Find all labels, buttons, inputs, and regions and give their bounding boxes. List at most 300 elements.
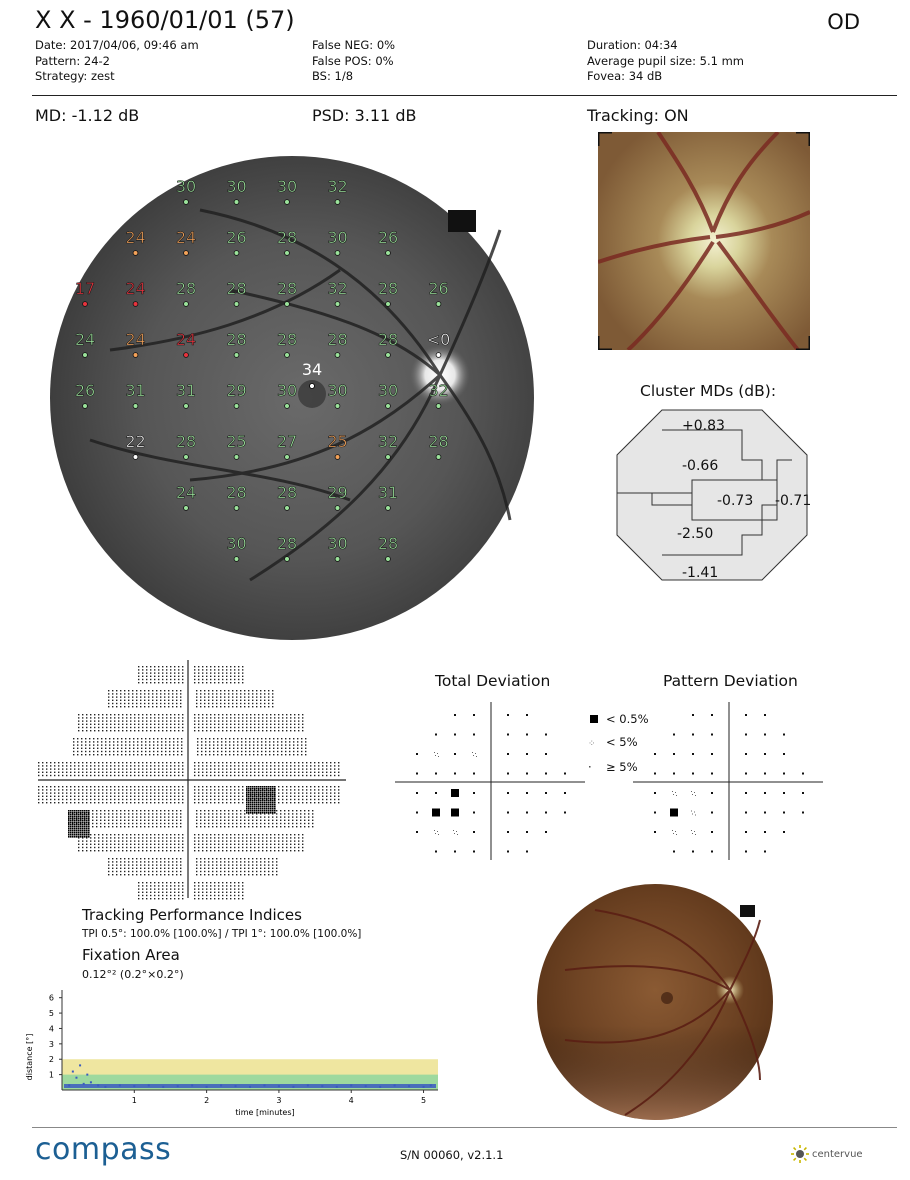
gray-dot	[198, 789, 199, 790]
gray-dot	[142, 768, 143, 769]
sensitivity-marker	[335, 404, 340, 409]
gray-dot	[150, 676, 151, 677]
sensitivity-value: 32	[327, 279, 348, 298]
sensitivity-value: 28	[428, 432, 449, 451]
gray-dot-dense	[258, 792, 260, 794]
gray-dot	[197, 738, 198, 739]
gray-dot	[204, 871, 205, 872]
gray-dot	[144, 864, 145, 865]
gray-dot	[126, 775, 127, 776]
gray-dot-dense	[248, 806, 250, 808]
gray-dot	[272, 823, 273, 824]
gray-dot	[294, 724, 295, 725]
gray-dot-dense	[254, 802, 256, 804]
gray-dot	[182, 892, 183, 893]
gray-dot	[218, 679, 219, 680]
fixation-point	[206, 1086, 208, 1088]
gray-dot	[278, 802, 279, 803]
gray-dot	[136, 858, 137, 859]
gray-dot	[124, 810, 125, 811]
gray-dot	[121, 744, 122, 745]
fixation-sample-band	[315, 1084, 317, 1088]
gray-dot	[174, 679, 175, 680]
gray-dot	[150, 898, 151, 899]
gray-dot	[134, 730, 135, 731]
fixation-point	[177, 1085, 179, 1087]
gray-dot	[218, 802, 219, 803]
gray-dot	[249, 744, 250, 745]
gray-dot	[105, 744, 106, 745]
deviation-normal-mark	[692, 851, 694, 853]
gray-dot	[262, 714, 263, 715]
gray-dot	[297, 751, 298, 752]
gray-dot	[249, 748, 250, 749]
gray-dot	[266, 847, 267, 848]
gray-dot	[226, 895, 227, 896]
gray-dot	[182, 775, 183, 776]
gray-dot-dense	[84, 816, 86, 818]
gray-dot	[240, 871, 241, 872]
gray-dot	[150, 720, 151, 721]
gray-dot	[269, 748, 270, 749]
fixation-sample-band	[123, 1084, 125, 1088]
gray-dot	[217, 748, 218, 749]
gray-dot	[178, 892, 179, 893]
gray-dot	[257, 754, 258, 755]
gray-dot	[110, 765, 111, 766]
deviation-normal-mark	[526, 773, 528, 775]
gray-dot-dense	[80, 828, 82, 830]
gray-dot	[164, 693, 165, 694]
gray-dot	[270, 844, 271, 845]
gray-dot	[238, 786, 239, 787]
gray-dot	[204, 690, 205, 691]
gray-dot	[274, 714, 275, 715]
gray-dot	[246, 850, 247, 851]
fixation-x-tick-label: 5	[420, 1096, 427, 1105]
gray-dot	[172, 693, 173, 694]
gray-dot	[240, 690, 241, 691]
gray-dot	[92, 816, 93, 817]
gray-dot	[202, 844, 203, 845]
gray-dot	[146, 847, 147, 848]
gray-dot	[142, 682, 143, 683]
gray-dot-dense	[80, 812, 82, 814]
gray-dot	[202, 772, 203, 773]
optic-disc-photo-fill	[598, 132, 810, 350]
gray-dot	[144, 700, 145, 701]
gray-dot-dense	[82, 832, 84, 834]
gray-dot	[230, 837, 231, 838]
gray-dot	[260, 820, 261, 821]
sensitivity-marker	[436, 302, 441, 307]
fixation-sample-band	[343, 1084, 345, 1088]
gray-dot	[178, 682, 179, 683]
gray-dot	[201, 741, 202, 742]
gray-dot	[141, 738, 142, 739]
gray-dot	[202, 892, 203, 893]
gray-dot	[94, 717, 95, 718]
gray-dot	[126, 840, 127, 841]
gray-dot	[90, 796, 91, 797]
legend-severe: < 0.5%	[588, 708, 649, 731]
gray-dot	[182, 840, 183, 841]
sensitivity-value: <0	[426, 330, 451, 349]
gray-dot	[252, 823, 253, 824]
sensitivity-marker	[335, 455, 340, 460]
gray-dot	[178, 792, 179, 793]
gray-dot	[166, 714, 167, 715]
gray-dot	[90, 762, 91, 763]
sensitivity-marker	[184, 353, 189, 358]
gray-dot	[262, 775, 263, 776]
gray-dot-dense	[254, 786, 256, 788]
gray-dot	[242, 727, 243, 728]
sensitivity-marker	[83, 353, 88, 358]
fixation-sample-band	[280, 1084, 282, 1088]
gray-dot	[116, 820, 117, 821]
gray-dot	[113, 751, 114, 752]
gray-dot-dense	[80, 822, 82, 824]
gray-dot	[172, 826, 173, 827]
gray-dot	[58, 802, 59, 803]
gray-dot	[194, 850, 195, 851]
gray-dot	[198, 840, 199, 841]
gray-dot	[232, 700, 233, 701]
gray-dot	[89, 738, 90, 739]
gray-dot	[222, 885, 223, 886]
gray-dot	[120, 693, 121, 694]
gray-dot	[182, 730, 183, 731]
gray-dot	[302, 727, 303, 728]
gray-dot-dense	[268, 808, 270, 810]
gray-dot-dense	[252, 806, 254, 808]
gray-dot	[206, 840, 207, 841]
gray-dot	[338, 772, 339, 773]
gray-dot	[118, 840, 119, 841]
gray-dot	[154, 772, 155, 773]
deviation-normal-mark	[745, 773, 747, 775]
fixation-sample-band	[175, 1084, 177, 1088]
deviation-normal-mark	[564, 812, 566, 814]
gray-dot	[222, 834, 223, 835]
gray-dot	[232, 864, 233, 865]
gray-dot	[288, 813, 289, 814]
gray-dot	[276, 816, 277, 817]
fixation-sample-band	[310, 1084, 312, 1088]
gray-dot	[153, 751, 154, 752]
gray-dot	[164, 874, 165, 875]
gray-dot	[330, 802, 331, 803]
gray-dot	[240, 813, 241, 814]
gray-dot	[116, 700, 117, 701]
sensitivity-value: 24	[175, 483, 197, 502]
gray-dot	[250, 768, 251, 769]
gray-dot	[154, 762, 155, 763]
gray-dot	[286, 772, 287, 773]
gray-dot	[126, 850, 127, 851]
gray-dot-dense	[84, 810, 86, 812]
gray-dot	[82, 792, 83, 793]
gray-dot	[162, 679, 163, 680]
gray-dot	[50, 796, 51, 797]
gray-dot	[172, 700, 173, 701]
gray-dot	[110, 850, 111, 851]
gray-dot	[282, 727, 283, 728]
gray-dot	[174, 888, 175, 889]
gray-dot	[293, 744, 294, 745]
gray-dot	[226, 717, 227, 718]
gray-dot	[180, 861, 181, 862]
gray-dot	[152, 810, 153, 811]
gray-dot	[86, 786, 87, 787]
gray-dot	[178, 882, 179, 883]
gray-dot-dense	[256, 800, 258, 802]
gray-dot	[322, 799, 323, 800]
gray-dot	[130, 789, 131, 790]
gray-dot	[224, 690, 225, 691]
gray-dot	[170, 727, 171, 728]
gray-dot	[78, 850, 79, 851]
gray-dot	[297, 754, 298, 755]
gray-dot	[266, 727, 267, 728]
gray-dot	[234, 844, 235, 845]
gray-dot	[222, 786, 223, 787]
gray-dot	[292, 823, 293, 824]
gray-dot	[278, 837, 279, 838]
gray-dot	[137, 738, 138, 739]
gray-dot	[98, 834, 99, 835]
gray-dot	[212, 696, 213, 697]
gray-dot	[98, 796, 99, 797]
gray-dot	[318, 796, 319, 797]
gray-dot	[198, 882, 199, 883]
gray-dot-dense	[258, 796, 260, 798]
gray-dot	[134, 850, 135, 851]
gray-dot	[122, 768, 123, 769]
gray-dot-dense	[72, 822, 74, 824]
gray-dot	[170, 669, 171, 670]
gray-dot	[204, 810, 205, 811]
gray-dot	[46, 796, 47, 797]
gray-dot	[128, 693, 129, 694]
deviation-normal-mark	[764, 714, 766, 716]
gray-dot-dense	[264, 790, 266, 792]
gray-dot	[58, 792, 59, 793]
gray-dot	[150, 666, 151, 667]
fixation-sample-band	[435, 1084, 437, 1088]
gray-dot	[237, 751, 238, 752]
gray-dot	[196, 820, 197, 821]
gray-dot	[198, 727, 199, 728]
psd-value: PSD: 3.11 dB	[312, 106, 417, 125]
meta-false-pos: False POS: 0%	[312, 53, 394, 68]
gray-dot	[66, 799, 67, 800]
gray-dot-dense	[256, 806, 258, 808]
gray-dot-dense	[250, 800, 252, 802]
gray-dot	[114, 768, 115, 769]
sensitivity-value: 28	[276, 534, 298, 553]
gray-dot	[90, 775, 91, 776]
gray-dot-dense	[76, 814, 78, 816]
gray-dot	[238, 775, 239, 776]
gray-dot	[66, 775, 67, 776]
gray-dot	[222, 847, 223, 848]
gray-dot	[202, 850, 203, 851]
gray-dot	[226, 837, 227, 838]
gray-dot-dense	[266, 790, 268, 792]
gray-dot	[218, 837, 219, 838]
gray-dot	[169, 751, 170, 752]
gray-dot-dense	[88, 814, 90, 816]
gray-dot	[162, 796, 163, 797]
gray-dot	[248, 868, 249, 869]
sensitivity-value: 28	[175, 279, 197, 298]
gray-dot	[138, 847, 139, 848]
gray-dot	[170, 775, 171, 776]
gray-dot	[158, 840, 159, 841]
gray-dot-dense	[250, 786, 252, 788]
gray-dot	[236, 816, 237, 817]
gray-dot	[146, 837, 147, 838]
gray-dot	[100, 813, 101, 814]
deviation-normal-mark	[507, 812, 509, 814]
gray-dot	[158, 768, 159, 769]
gray-dot	[194, 730, 195, 731]
gray-dot	[132, 874, 133, 875]
gray-dot	[272, 690, 273, 691]
fixation-sample-band	[400, 1084, 402, 1088]
sensitivity-value: 24	[125, 330, 146, 349]
gray-dot	[252, 874, 253, 875]
meta-col-3	[587, 38, 744, 85]
gray-dot	[232, 868, 233, 869]
fixation-sample-band	[324, 1084, 326, 1088]
gray-dot	[276, 823, 277, 824]
gray-dot-dense	[268, 804, 270, 806]
gray-dot	[118, 720, 119, 721]
gray-dot	[242, 676, 243, 677]
gray-dot	[142, 802, 143, 803]
gray-dot	[310, 768, 311, 769]
gray-dot	[108, 810, 109, 811]
gray-dot	[140, 700, 141, 701]
gray-dot	[224, 858, 225, 859]
gray-dot	[81, 754, 82, 755]
gray-dot	[112, 861, 113, 862]
gray-dot	[225, 754, 226, 755]
gray-dot	[112, 696, 113, 697]
gray-dot	[248, 816, 249, 817]
gray-dot	[202, 882, 203, 883]
gray-dot	[102, 847, 103, 848]
gray-dot	[254, 837, 255, 838]
gray-dot	[154, 892, 155, 893]
deviation-mild-mark	[672, 791, 673, 792]
gray-dot	[242, 837, 243, 838]
fixation-sample-band	[357, 1084, 359, 1088]
sensitivity-value: 22	[125, 432, 146, 451]
gray-dot	[217, 738, 218, 739]
cluster-diagram	[612, 405, 812, 585]
gray-dot	[162, 847, 163, 848]
gray-dot	[194, 892, 195, 893]
gray-dot	[218, 669, 219, 670]
gray-dot	[170, 682, 171, 683]
gray-dot	[70, 775, 71, 776]
gray-dot-dense	[270, 800, 272, 802]
deviation-normal-mark	[454, 734, 456, 736]
gray-dot	[158, 765, 159, 766]
sensitivity-marker	[184, 200, 189, 205]
gray-dot-dense	[82, 812, 84, 814]
gray-dot	[126, 786, 127, 787]
gray-dot	[122, 789, 123, 790]
gray-dot	[264, 871, 265, 872]
gray-dot	[216, 706, 217, 707]
gray-dot	[212, 813, 213, 814]
gray-dot	[128, 816, 129, 817]
gray-dot-dense	[262, 802, 264, 804]
gray-dot	[141, 751, 142, 752]
gray-dot	[204, 861, 205, 862]
gray-dot	[145, 751, 146, 752]
meta-fovea: Fovea: 34 dB	[587, 69, 663, 83]
gray-dot	[138, 786, 139, 787]
fixation-sample-band	[304, 1084, 306, 1088]
gray-dot	[196, 858, 197, 859]
gray-dot	[216, 703, 217, 704]
gray-dot	[214, 666, 215, 667]
gray-dot	[181, 754, 182, 755]
deviation-normal-mark	[507, 851, 509, 853]
gray-dot	[198, 714, 199, 715]
gray-dot	[230, 786, 231, 787]
gray-dot-dense	[82, 834, 84, 836]
gray-dot	[180, 690, 181, 691]
deviation-mild-mark	[473, 755, 474, 756]
gray-dot	[256, 823, 257, 824]
gray-dot	[202, 840, 203, 841]
gray-dot	[194, 772, 195, 773]
gray-dot	[162, 799, 163, 800]
gray-dot	[173, 754, 174, 755]
gray-dot	[174, 724, 175, 725]
gray-dot-dense	[84, 832, 86, 834]
gray-dot	[254, 768, 255, 769]
gray-dot	[152, 813, 153, 814]
gray-dot	[180, 703, 181, 704]
gray-dot	[290, 730, 291, 731]
gray-dot	[126, 762, 127, 763]
gray-dot	[230, 885, 231, 886]
gray-dot	[118, 772, 119, 773]
gray-dot	[146, 676, 147, 677]
gray-dot-dense	[68, 832, 70, 834]
gray-dot	[226, 669, 227, 670]
sensitivity-marker	[133, 404, 138, 409]
gray-dot	[46, 768, 47, 769]
gray-dot	[150, 775, 151, 776]
cluster-value-inferior: -1.41	[682, 565, 719, 581]
gray-dot	[242, 796, 243, 797]
gray-dot	[284, 820, 285, 821]
gray-dot	[124, 690, 125, 691]
gray-dot	[150, 669, 151, 670]
gray-dot-dense	[268, 798, 270, 800]
gray-dot	[270, 847, 271, 848]
gray-dot	[290, 837, 291, 838]
